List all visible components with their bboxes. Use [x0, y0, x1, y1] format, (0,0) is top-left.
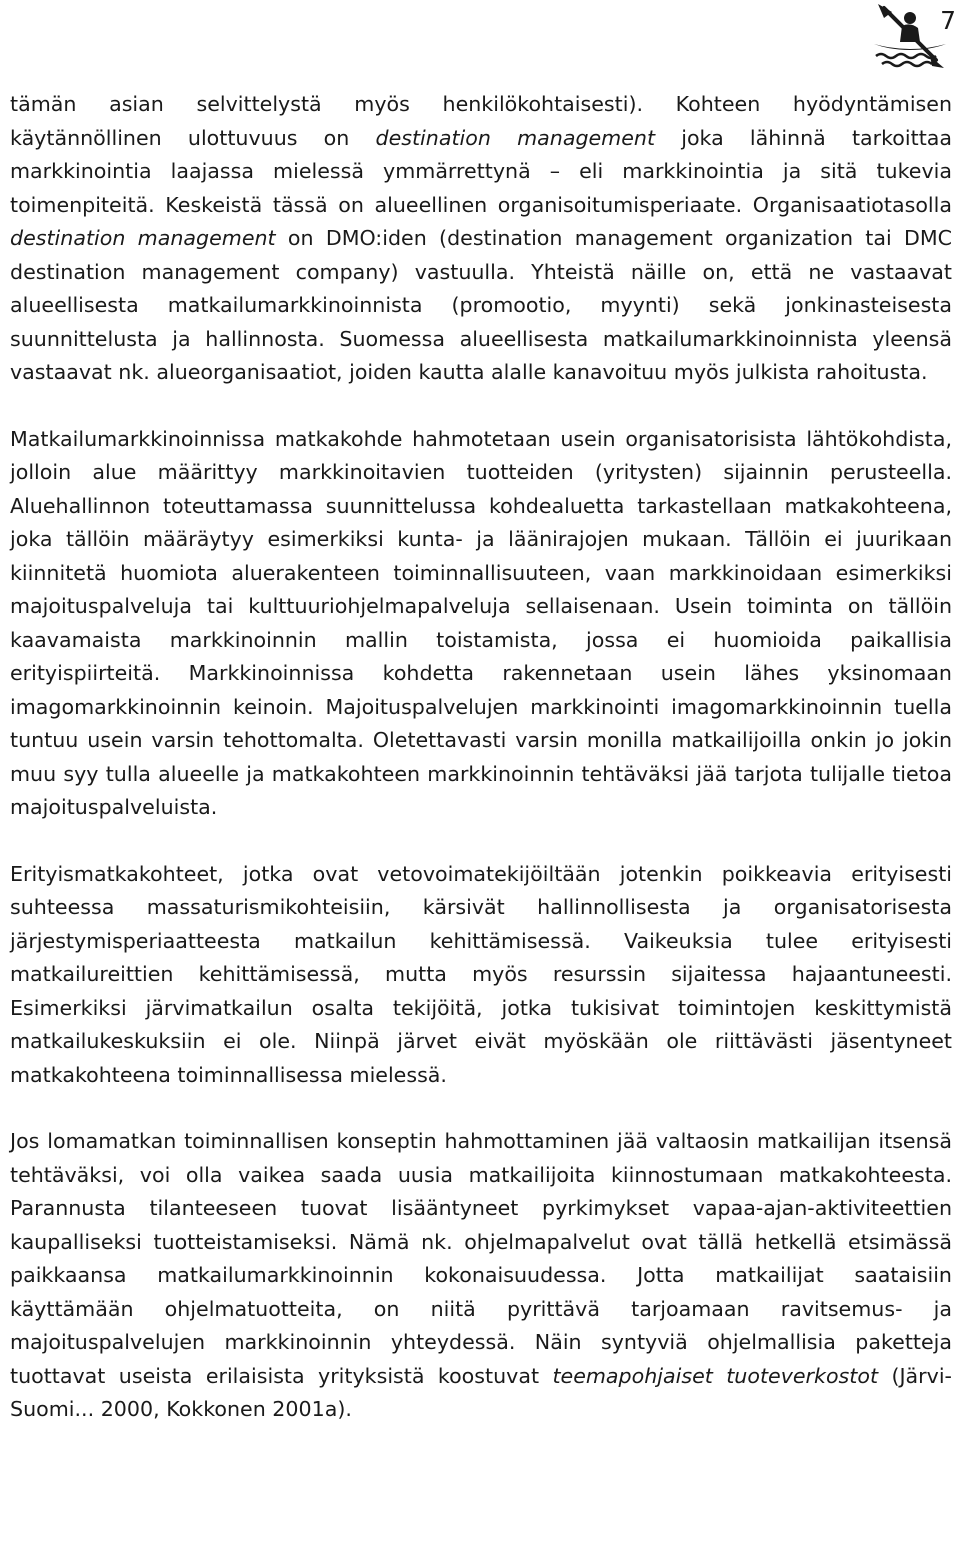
- text-run: on DMO:iden (destination management organization tai DMC destination management company) vastuulla. Yhteistä näille on, että ne vastaavat alueellisesta matkailumarkkinoinnista (promootio, myynti) sekä jonkinasteisesta suunnittelusta ja hallinnosta. Suomessa alueellisesta matkailumarkkinoinnista yleensä vastaavat nk. alueorganisaatiot, joiden kautta alalle kanavoituu myös julkista rahoitusta.: [10, 226, 952, 384]
- body-text: [10, 88, 952, 1460]
- paragraph: [10, 88, 952, 390]
- text-run: tämän asian selvittelystä myös henkilökohtaisesti). Kohteen hyödyntämisen käytännöllinen ulottuvuus on: [10, 92, 952, 150]
- italic-text-run: teemapohjaiset tuoteverkostot: [552, 1363, 879, 1388]
- text-run: Jos lomamatkan toiminnallisen konseptin hahmottaminen jää valtaosin matkailijan itsensä tehtäväksi, voi olla vaikea saada uusia matkailijoita kiinnostumaan matkakohteesta. Parannusta tilanteeseen tuovat lisääntyneet pyrkimykset vapaa-ajan-aktiviteettien kaupalliseksi tuotteistamiseksi. Nämä nk. ohjelmapalvelut ovat tällä hetkellä etsimässä paikkaansa matkailumarkkinoinnin kokonaisuudessa. Jotta matkailijat saataisiin käyttämään ohjelmatuotteita, on niitä pyrittävä tarjoamaan ravitsemus- ja majoituspalvelujen markkinoinnin yhteydessä. Näin syntyviä ohjelmallisia paketteja tuottavat useista erilaisista yrityksistä koostuvat: [10, 1129, 952, 1388]
- paragraph: [10, 858, 952, 1093]
- italic-text-run: destination management: [375, 125, 656, 150]
- italic-text-run: destination management: [10, 226, 276, 250]
- text-run: joka lähinnä tarkoittaa markkinointia laajassa mielessä ymmärrettynä – eli markkinointia ja sitä tukevia toimenpiteitä. Keskeistä tässä on alueellinen organisoitumisperiaate. Organisaatiotasolla: [10, 125, 953, 217]
- text-run: Matkailumarkkinoinnissa matkakohde hahmotetaan usein organisatorisista lähtökohdista, jolloin alue määrittyy markkinoitavien tuotteiden (yritysten) sijainnin perusteella. Aluehallinnon toteuttamassa suunnittelussa kohdealuetta tarkastellaan matkakohteena, joka tällöin määräytyy esimerkiksi kunta- ja läänirajojen mukaan. Tällöin ei juurikaan kiinnitetä huomiota aluerakenteen toiminnallisuuteen, vaan markkinoidaan esimerkiksi majoituspalveluja tai kulttuuriohjelmapalveluja sellaisenaan. Usein toiminta on tällöin kaavamaista markkinoinnin mallin toistamista, jossa ei huomioida paikallisia erityispiirteitä. Markkinoinnissa kohdetta rakennetaan usein lähes yksinomaan imagomarkkinoinnin keinoin. Majoituspalvelujen markkinointi imagomarkkinoinnin tuella tuntuu usein varsin tehottomalta. Oletettavasti varsin monilla matkailijoilla onkin jo jokin muu syy tulla alueelle ja matkakohteen markkinoinnin tehtäväksi jää tarjota tulijalle tietoa majoituspalveluista.: [10, 426, 952, 819]
- text-run: (Järvi-Suomi... 2000, Kokkonen 2001a).: [10, 1363, 952, 1421]
- paragraph: [10, 423, 952, 825]
- page-header: [760, 0, 960, 80]
- paragraph: [10, 1125, 952, 1427]
- text-run: Erityismatkakohteet, jotka ovat vetovoimatekijöiltään jotenkin poikkeavia erityisesti suhteessa massaturismikohteisiin, kärsivät hallinnollisesta ja organisatorisesta järjestymisperiaatteesta matkailun kehittämisessä. Vaikeuksia tulee erityisesti matkailureittien kehittämisessä, mutta myös resurssin sijaitessa hajaantuneesti. Esimerkiksi järvimatkailun osalta tekijöitä, jotka tukisivat toimintojen keskittymistä matkailukeskuksiin ei ole. Niinpä järvet eivät myöskään ole riittävästi jäsentyneet matkakohteena toiminnallisessa mielessä.: [10, 861, 952, 1087]
- kayak-paddler-icon: [870, 4, 948, 70]
- page-number: 7: [940, 6, 956, 35]
